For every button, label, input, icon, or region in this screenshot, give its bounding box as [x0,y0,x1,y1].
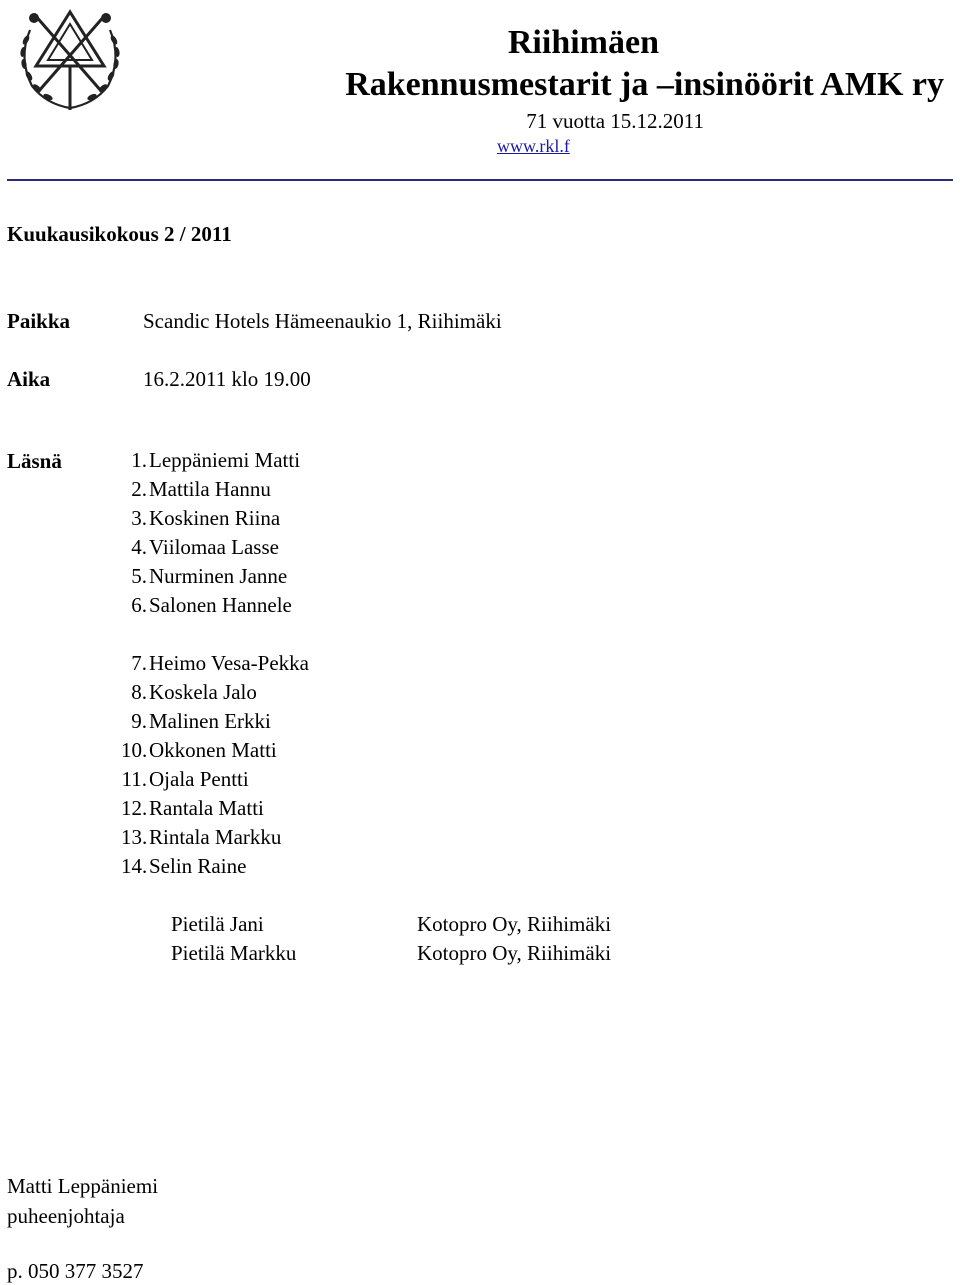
signer-phone: p. 050 377 3527 [7,1259,144,1283]
list-item: 6. Salonen Hannele [131,593,292,617]
anniversary-text: 71 vuotta 15.12.2011 [526,109,704,133]
list-item: 10. Okkonen Matti [121,738,277,762]
time-value: 16.2.2011 klo 19.00 [143,367,311,391]
guest-companies [417,910,611,968]
org-title-line2: Rakennusmestarit ja –insinöörit AMK ry [345,66,944,103]
website-link[interactable]: www.rkl.f [497,136,570,156]
attendee-list-2 [121,649,309,881]
guest-company: Kotopro Oy, Riihimäki [417,941,612,965]
signer-name: Matti Leppäniemi [7,1174,159,1198]
place-value: Scandic Hotels Hämeenaukio 1, Riihimäki [143,309,502,333]
list-item: 1. Leppäniemi Matti [131,448,301,472]
list-item: 5. Nurminen Janne [131,564,288,588]
list-item: 7. Heimo Vesa-Pekka [131,651,309,675]
guest-name: Pietilä Markku [171,941,297,965]
org-title-line1: Riihimäen [507,24,659,61]
meeting-title: Kuukausikokous 2 / 2011 [7,222,232,246]
signature-block [7,1171,158,1231]
list-item: 14. Selin Raine [121,854,247,878]
guest-names [171,910,296,968]
attendee-list-1 [121,446,300,620]
list-item: 12. Rantala Matti [121,796,264,820]
guest-company: Kotopro Oy, Riihimäki [417,912,612,936]
list-item: 8. Koskela Jalo [131,680,257,704]
signer-role: puheenjohtaja [7,1204,125,1228]
guest-name: Pietilä Jani [171,912,264,936]
time-label: Aika [7,367,51,391]
list-item: 3. Koskinen Riina [131,506,281,530]
present-label: Läsnä [7,449,62,473]
list-item: 2. Mattila Hannu [131,477,271,501]
place-label: Paikka [7,309,71,333]
header-divider [7,179,953,181]
list-item: 13. Rintala Markku [121,825,282,849]
association-logo-icon [12,0,128,118]
list-item: 11. Ojala Pentti [121,767,249,791]
list-item: 9. Malinen Erkki [131,709,271,733]
list-item: 4. Viilomaa Lasse [131,535,279,559]
